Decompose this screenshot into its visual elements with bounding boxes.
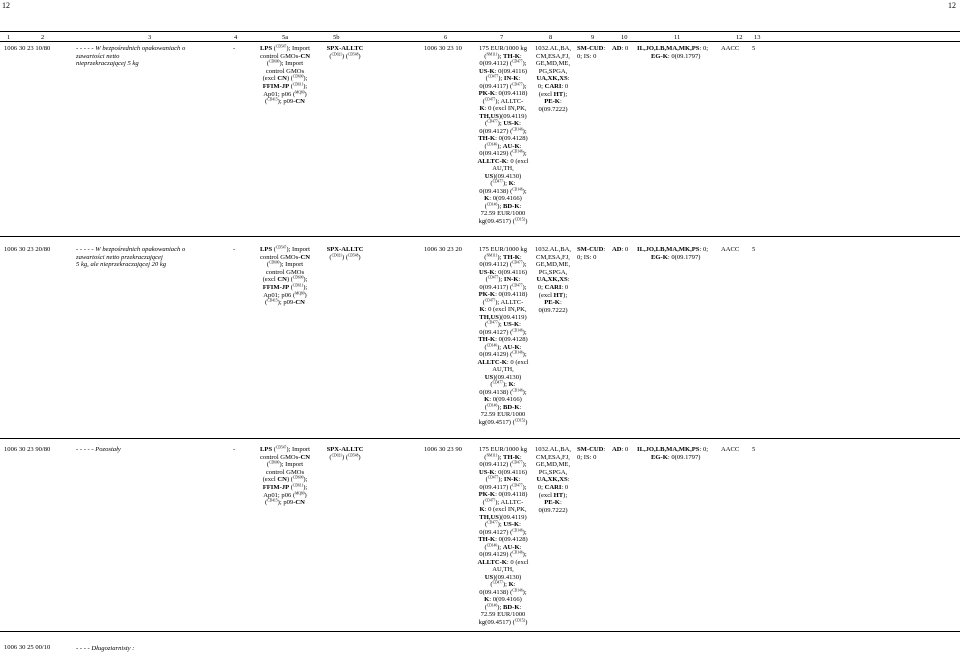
row-description: - - - - Długoziarnisty : xyxy=(76,645,135,652)
row-description: - - - - - Pozostały xyxy=(76,446,121,453)
col5a-measures: LPS ($^{CD547}$); Import control GMOs-CN ($^{CD600}$); Import control GMOs (excl CN) ($^{CD600}$); FFIM-JP ($^{CD611}$); Ap01; p06 ($^{MQ80}$) ($^{CD415}$); p09-CN xyxy=(259,245,310,307)
col10-preferences: AD: 0 xyxy=(612,446,629,453)
row-description: - - - - - W bezpośrednich opakowaniach o zawartości netto przekraczającej 5 kg, ale nieprzekraczającej 20 kg xyxy=(76,246,186,269)
column-header: 6 xyxy=(444,34,448,41)
column-header: 11 xyxy=(674,34,681,41)
row-heading: 1006 30 25 00/10 xyxy=(4,644,51,651)
commodity-code: 1006 30 23 10 xyxy=(424,45,462,52)
header-bottom-rule xyxy=(0,41,960,42)
row-dash: - xyxy=(233,45,236,52)
col5b-measures: SPX-ALLTC ($^{CD021}$) ($^{CD548}$) xyxy=(326,446,364,461)
page-number-left: 12 xyxy=(2,1,10,10)
col12-code: AACC xyxy=(721,246,740,253)
row-description: - - - - - W bezpośrednich opakowaniach o zawartości netto nieprzekraczającej 5 kg xyxy=(76,45,186,68)
col10-preferences: AD: 0 xyxy=(612,45,629,52)
col5b-measures: SPX-ALLTC ($^{CD021}$) ($^{CD548}$) xyxy=(326,45,364,60)
table-top-rule xyxy=(0,31,960,32)
column-header: 8 xyxy=(549,34,553,41)
column-header: 4 xyxy=(234,34,238,41)
col5a-measures: LPS ($^{CD547}$); Import control GMOs-CN ($^{CD600}$); Import control GMOs (excl CN) ($^{CD600}$); FFIM-JP ($^{CD611}$); Ap01; p06 ($^{MQ80}$) ($^{CD415}$); p09-CN xyxy=(259,445,310,507)
col10-preferences: AD: 0 xyxy=(612,246,629,253)
col8-preferences: 1032.AL,BA, CM,ESA,FJ, GE,MD,ME, PG,SPGA, UA,XK,XS: 0; CARI: 0 (excl HT); PE-K: 0(09.7222) xyxy=(534,446,572,514)
col11-preferences: IL,JO,LB,MA,MK,PS: 0; EG-K: 0(09.1797) xyxy=(637,246,709,261)
col12-code: AACC xyxy=(721,45,740,52)
col7-duties: 175 EUR/1000 kg ($^{NM111}$); TH-K: 0(09.4112) ($^{CD477}$); US-K: 0(09.4116) ($^{CD477}$); IN-K: 0(09.4117) ($^{CD477}$); PK-K: 0(09.4118) ($^{CD477}$); ALLTC- K: 0 (excl IN,PK, TH,US)(09.4119) ($^{CD477}$); US-K: 0(09.4127) ($^{CD146}$); TH-K: 0(09.4128) ($^{CD146}$); AU-K: 0(09.4129) ($^{CD146}$); ALLTC-K: 0 (excl AU,TH, US)(09.4130) ($^{CD477}$); K: 0(09.4138) ($^{CD146}$); K: 0(09.4166) ($^{CD146}$); BD-K: 72.59 EUR/1000 kg(09.4517) ($^{CD152}$) xyxy=(477,45,529,225)
row-separator xyxy=(0,438,960,439)
col11-preferences: IL,JO,LB,MA,MK,PS: 0; EG-K: 0(09.1797) xyxy=(637,45,709,60)
col9-preferences: SM-CUD: 0; IS: 0 xyxy=(577,45,606,60)
col9-preferences: SM-CUD: 0; IS: 0 xyxy=(577,246,606,261)
col5a-measures: LPS ($^{CD547}$); Import control GMOs-CN ($^{CD600}$); Import control GMOs (excl CN) ($^{CD600}$); FFIM-JP ($^{CD611}$); Ap01; p06 ($^{MQ80}$) ($^{CD415}$); p09-CN xyxy=(259,44,310,106)
col5b-measures: SPX-ALLTC ($^{CD021}$) ($^{CD548}$) xyxy=(326,246,364,261)
col12-code: AACC xyxy=(721,446,740,453)
row-heading: 1006 30 23 20/80 xyxy=(4,246,51,253)
column-header: 1 xyxy=(7,34,11,41)
column-header: 5a xyxy=(282,34,289,41)
col7-duties: 175 EUR/1000 kg ($^{NM111}$); TH-K: 0(09.4112) ($^{CD477}$); US-K: 0(09.4116) ($^{CD477}$); IN-K: 0(09.4117) ($^{CD477}$); PK-K: 0(09.4118) ($^{CD477}$); ALLTC- K: 0 (excl IN,PK, TH,US)(09.4119) ($^{CD477}$); US-K: 0(09.4127) ($^{CD146}$); TH-K: 0(09.4128) ($^{CD146}$); AU-K: 0(09.4129) ($^{CD146}$); ALLTC-K: 0 (excl AU,TH, US)(09.4130) ($^{CD477}$); K: 0(09.4138) ($^{CD146}$); K: 0(09.4166) ($^{CD146}$); BD-K: 72.59 EUR/1000 kg(09.4517) ($^{CD152}$) xyxy=(477,446,529,626)
commodity-code: 1006 30 23 20 xyxy=(424,246,462,253)
column-header: 2 xyxy=(41,34,45,41)
column-header: 10 xyxy=(621,34,628,41)
row-heading: 1006 30 23 10/80 xyxy=(4,45,51,52)
row-separator xyxy=(0,236,960,237)
commodity-code: 1006 30 23 90 xyxy=(424,446,462,453)
col8-preferences: 1032.AL,BA, CM,ESA,FJ, GE,MD,ME, PG,SPGA, UA,XK,XS: 0; CARI: 0 (excl HT); PE-K: 0(09.7222) xyxy=(534,45,572,113)
col13-value: 5 xyxy=(752,246,756,253)
page-number-right: 12 xyxy=(948,1,956,10)
column-header: 13 xyxy=(754,34,761,41)
row-dash: - xyxy=(233,446,236,453)
column-header: 12 xyxy=(736,34,743,41)
row-dash: - xyxy=(233,246,236,253)
col7-duties: 175 EUR/1000 kg ($^{NM111}$); TH-K: 0(09.4112) ($^{CD477}$); US-K: 0(09.4116) ($^{CD477}$); IN-K: 0(09.4117) ($^{CD477}$); PK-K: 0(09.4118) ($^{CD477}$); ALLTC- K: 0 (excl IN,PK, TH,US)(09.4119) ($^{CD477}$); US-K: 0(09.4127) ($^{CD146}$); TH-K: 0(09.4128) ($^{CD146}$); AU-K: 0(09.4129) ($^{CD146}$); ALLTC-K: 0 (excl AU,TH, US)(09.4130) ($^{CD477}$); K: 0(09.4138) ($^{CD146}$); K: 0(09.4166) ($^{CD146}$); BD-K: 72.59 EUR/1000 kg(09.4517) ($^{CD152}$) xyxy=(477,246,529,426)
col8-preferences: 1032.AL,BA, CM,ESA,FJ, GE,MD,ME, PG,SPGA, UA,XK,XS: 0; CARI: 0 (excl HT); PE-K: 0(09.7222) xyxy=(534,246,572,314)
col11-preferences: IL,JO,LB,MA,MK,PS: 0; EG-K: 0(09.1797) xyxy=(637,446,709,461)
col9-preferences: SM-CUD: 0; IS: 0 xyxy=(577,446,606,461)
column-header: 7 xyxy=(500,34,504,41)
column-header: 3 xyxy=(148,34,152,41)
row-separator xyxy=(0,631,960,632)
column-header: 9 xyxy=(591,34,595,41)
col13-value: 5 xyxy=(752,446,756,453)
col13-value: 5 xyxy=(752,45,756,52)
column-header: 5b xyxy=(333,34,340,41)
row-heading: 1006 30 23 90/80 xyxy=(4,446,51,453)
